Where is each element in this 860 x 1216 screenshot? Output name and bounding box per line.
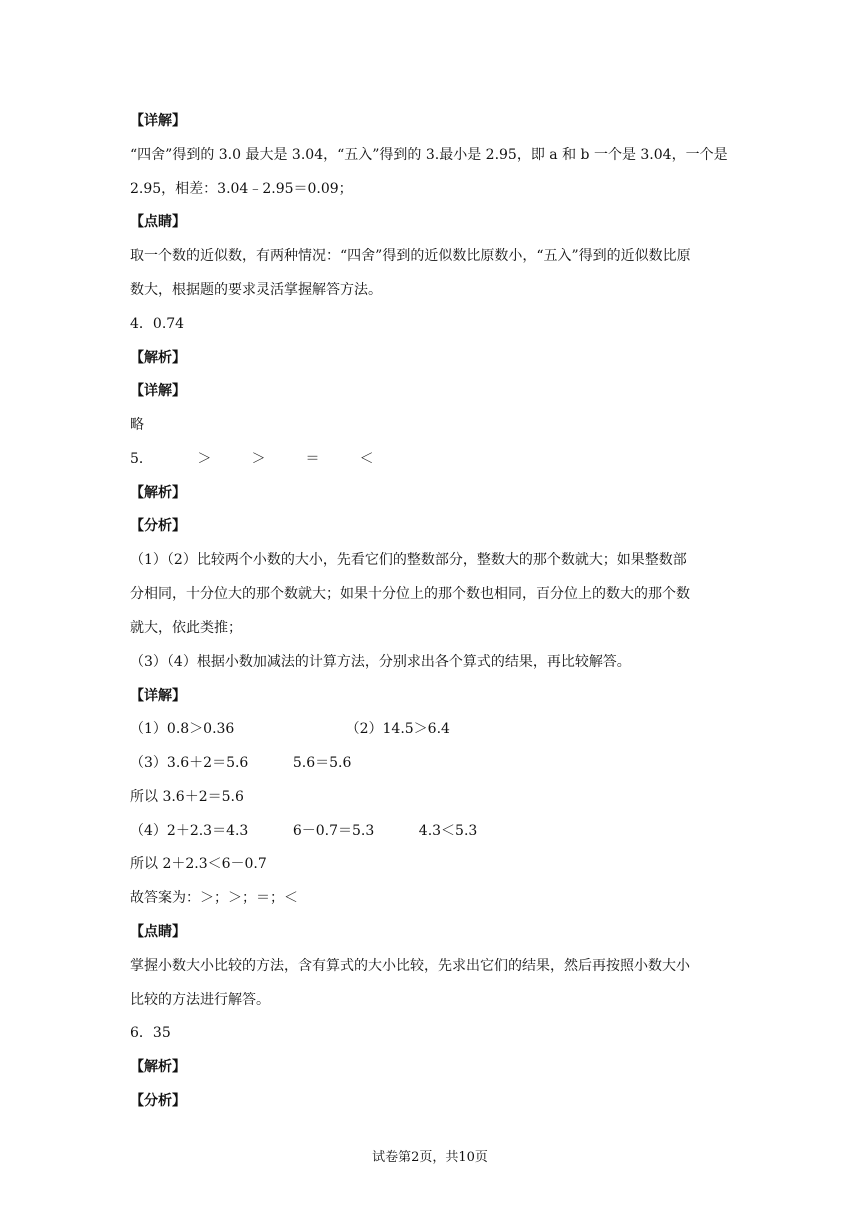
text-line: 6．35 <box>130 1025 171 1041</box>
text-line: 取一个数的近似数，有两种情况：“四舍”得到的近似数比原数小，“五入”得到的近似数比原 <box>130 248 691 264</box>
text-line: 略 <box>130 417 144 433</box>
text-line: （1）0.8＞0.36 （2）14.5＞6.4 <box>130 721 450 737</box>
section-heading: 【详解】 <box>130 383 186 399</box>
section-heading: 【解析】 <box>130 1059 186 1075</box>
section-heading: 【解析】 <box>130 350 186 366</box>
text-line: 2.95，相差：3.04﹣2.95＝0.09； <box>130 181 353 197</box>
page-footer: 试卷第2页，共10页 <box>372 1150 488 1165</box>
text-line: 所以 3.6＋2＝5.6 <box>130 789 244 805</box>
text-line: 所以 2＋2.3＜6－0.7 <box>130 856 267 872</box>
section-heading: 【解析】 <box>130 485 186 501</box>
section-heading: 【点睛】 <box>130 924 186 940</box>
text-line: 掌握小数大小比较的方法，含有算式的大小比较，先求出它们的结果，然后再按照小数大小 <box>130 958 690 974</box>
section-heading: 【点睛】 <box>130 214 186 230</box>
text-line: 故答案为：＞；＞；＝；＜ <box>130 890 298 906</box>
text-line: （1）（2）比较两个小数的大小，先看它们的整数部分，整数大的那个数就大；如果整数部 <box>130 552 687 568</box>
section-heading: 【详解】 <box>130 688 186 704</box>
text-line: 5． ＞ ＞ ＝ ＜ <box>130 451 374 467</box>
section-heading: 【详解】 <box>130 113 186 129</box>
text-line: 数大，根据题的要求灵活掌握解答方法。 <box>130 282 382 298</box>
text-line: （4）2＋2.3＝4.3 6－0.7＝5.3 4.3＜5.3 <box>130 823 478 839</box>
section-heading: 【分析】 <box>130 518 186 534</box>
text-line: “四舍”得到的 3.0 最大是 3.04，“五入”得到的 3.最小是 2.95，即 a 和 b 一个是 3.04，一个是 <box>130 147 728 163</box>
text-line: （3）（4）根据小数加减法的计算方法，分别求出各个算式的结果，再比较解答。 <box>130 654 631 670</box>
text-line: 就大，依此类推； <box>130 620 242 636</box>
text-line: 4．0.74 <box>130 316 185 332</box>
text-line: （3）3.6＋2＝5.6 5.6＝5.6 <box>130 755 352 771</box>
text-line: 分相同，十分位大的那个数就大；如果十分位上的那个数也相同，百分位上的数大的那个数 <box>130 586 690 602</box>
text-line: 比较的方法进行解答。 <box>130 992 270 1008</box>
section-heading: 【分析】 <box>130 1093 186 1109</box>
